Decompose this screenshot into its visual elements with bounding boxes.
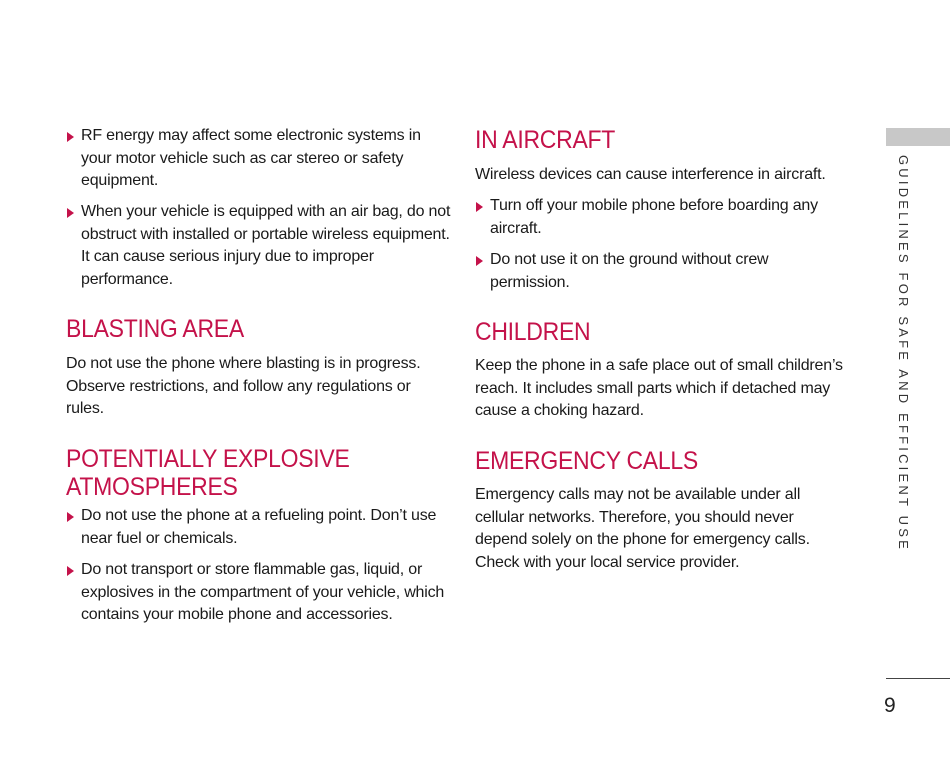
blasting-area-text: Do not use the phone where blasting is in progress. Observe restrictions, and follow any regulations or rules. [66,355,421,417]
page-number-rule [886,678,950,679]
heading-emergency-calls: EMERGENCY CALLS [475,447,698,475]
bullet-text: RF energy may affect some electronic systems in your motor vehicle such as car stereo or safety equipment. [81,127,421,189]
bullet-text: Do not use the phone at a refueling point. Don’t use near fuel or chemicals. [81,507,437,547]
bullet-ground [475,249,830,294]
bullet-text: Do not use it on the ground without crew permission. [490,251,769,291]
bullet-text: When your vehicle is equipped with an air bag, do not obstruct with installed or portable wireless equipment. It can cause serious injury due to improper performance. [81,203,451,288]
bullet-flammable [66,559,453,627]
bullet-triangle-icon [67,208,74,218]
bullet-rf-energy [66,125,441,193]
aircraft-text: Wireless devices can cause interference in aircraft. [475,166,826,183]
heading-children: CHILDREN [475,318,591,346]
section-tab [886,128,950,146]
heading-atmospheres: ATMOSPHERES [66,473,238,501]
bullet-text: Do not transport or store flammable gas, liquid, or explosives in the compartment of your vehicle, which contains your mobile phone and accessories. [81,561,445,623]
bullet-boarding [475,195,850,240]
children-text: Keep the phone in a safe place out of small children’s reach. It includes small parts which if detached may cause a choking hazard. [475,357,843,419]
heading-potentially-explosive: POTENTIALLY EXPLOSIVE [66,445,350,473]
bullet-triangle-icon [67,132,74,142]
section-label: GUIDELINES FOR SAFE AND EFFICIENT USE [896,155,911,552]
bullet-triangle-icon [476,202,483,212]
emergency-text: Emergency calls may not be available under all cellular networks. Therefore, you should never depend solely on the phone for emergency calls. Check with your local service provider. [475,486,810,571]
bullet-air-bag [66,201,451,291]
heading-blasting-area: BLASTING AREA [66,315,244,343]
page-number: 9 [884,694,896,717]
bullet-triangle-icon [67,566,74,576]
bullet-triangle-icon [67,512,74,522]
heading-in-aircraft: IN AIRCRAFT [475,126,616,154]
bullet-triangle-icon [476,256,483,266]
bullet-refueling [66,505,451,550]
bullet-text: Turn off your mobile phone before boarding any aircraft. [490,197,818,237]
